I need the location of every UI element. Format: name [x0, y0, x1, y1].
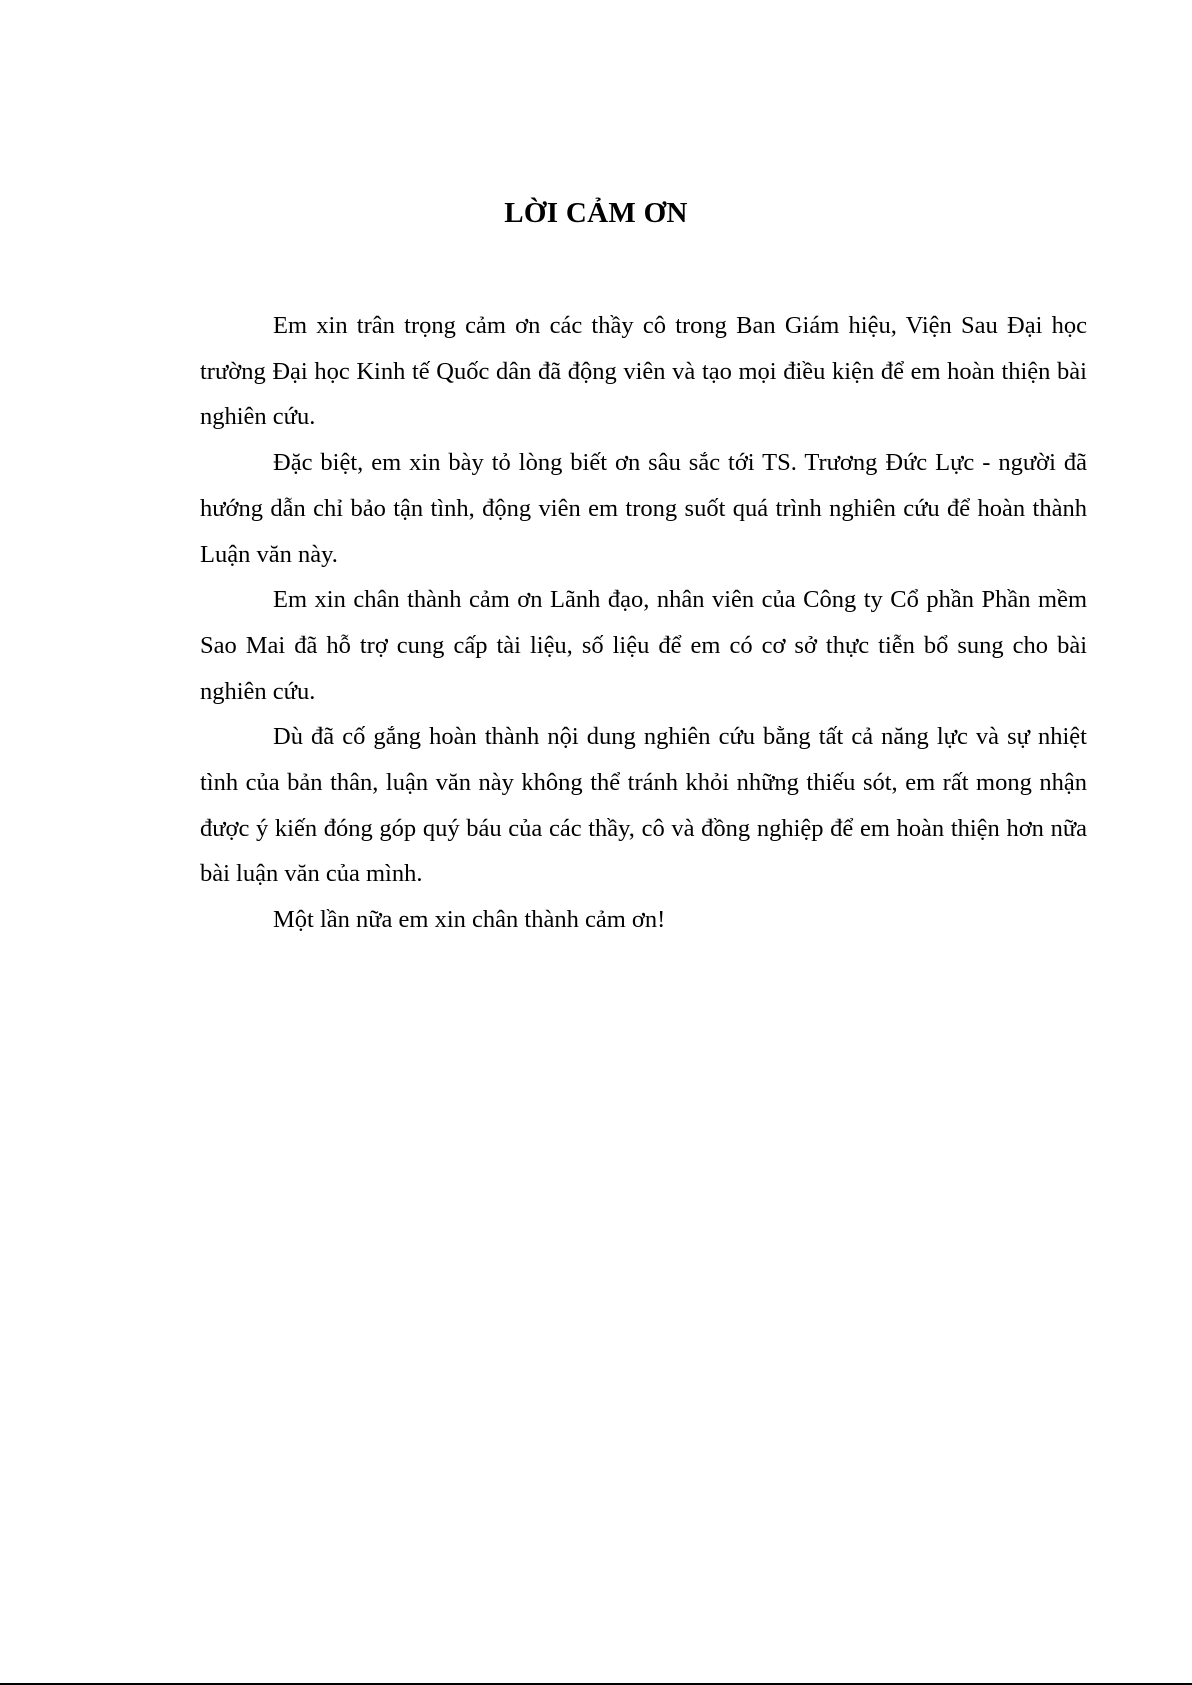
- paragraph-thanks-faculty: Em xin trân trọng cảm ơn các thầy cô trong Ban Giám hiệu, Viện Sau Đại học trường Đại học Kinh tế Quốc dân đã động viên và tạo mọi điều kiện để em hoàn thiện bài nghiên cứu.: [200, 312, 1087, 431]
- paragraph-thanks-supervisor: Đặc biệt, em xin bày tỏ lòng biết ơn sâu sắc tới TS. Trương Đức Lực - người đã hướng dẫn chỉ bảo tận tình, động viên em trong suốt quá trình nghiên cứu để hoàn thành Luận văn này.: [200, 449, 1087, 568]
- paragraph-thanks-company: Em xin chân thành cảm ơn Lãnh đạo, nhân viên của Công ty Cổ phần Phần mềm Sao Mai đã hỗ trợ cung cấp tài liệu, số liệu để em có cơ sở thực tiễn bổ sung cho bài nghiên cứu.: [200, 586, 1087, 705]
- paragraph-shortcomings: Dù đã cố gắng hoàn thành nội dung nghiên cứu bằng tất cả năng lực và sự nhiệt tình của bản thân, luận văn này không thể tránh khỏi những thiếu sót, em rất mong nhận được ý kiến đóng góp quý báu của các thầy, cô và đồng nghiệp để em hoàn thiện hơn nữa bài luận văn của mình.: [200, 723, 1087, 888]
- paragraph-closing: Một lần nữa em xin chân thành cảm ơn!: [273, 906, 666, 934]
- acknowledgement-body: [200, 303, 1087, 943]
- page-title: LỜI CẢM ƠN: [504, 197, 688, 229]
